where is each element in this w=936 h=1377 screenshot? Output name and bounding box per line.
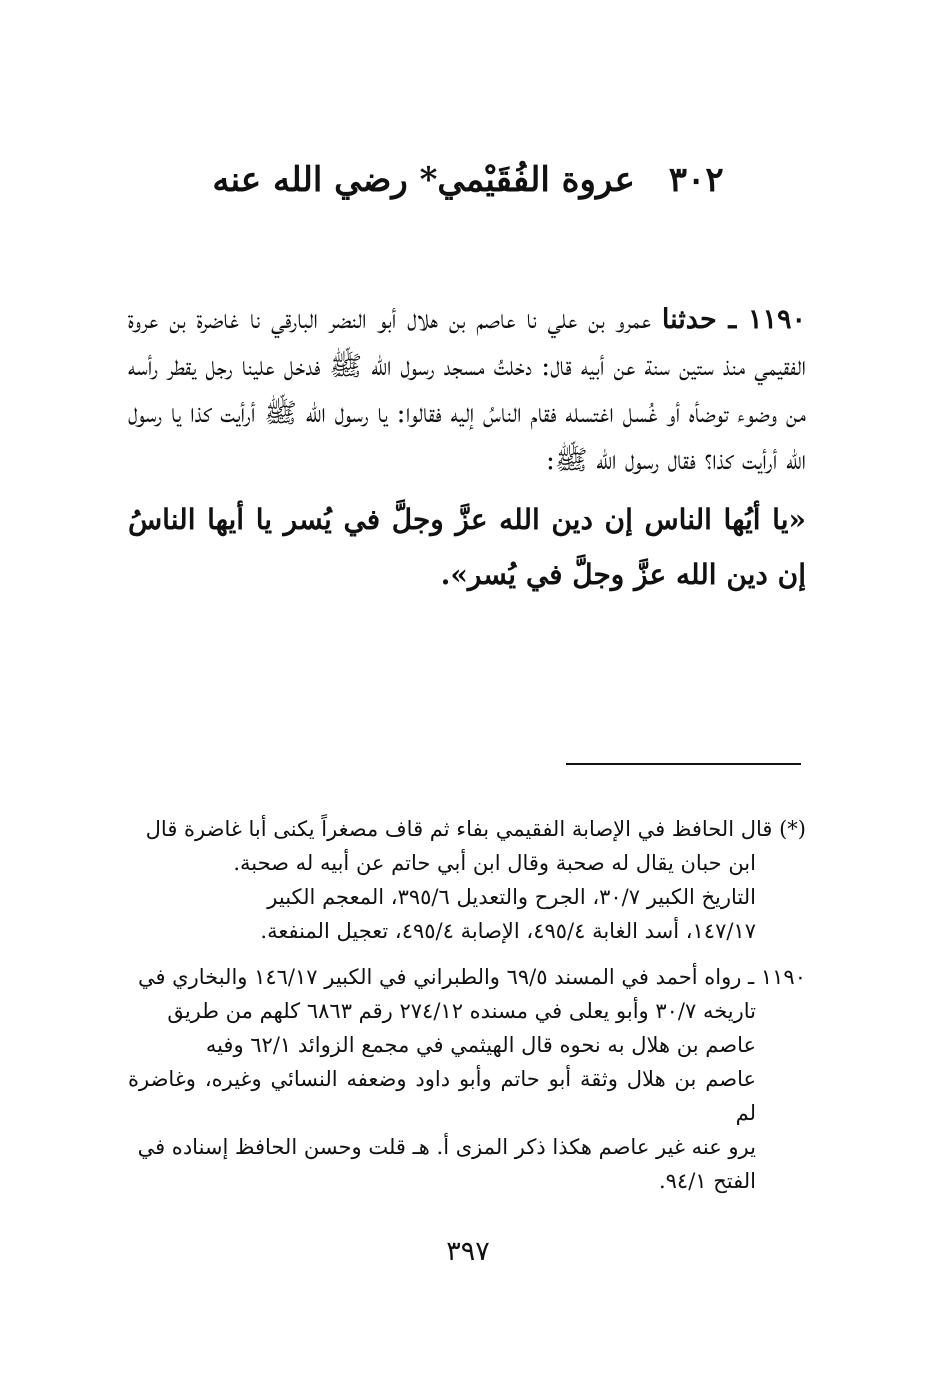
footnote-line: ابن حبان يقال له صحبة وقال ابن أبي حاتم عن أبيه له صحبة. [233,851,756,875]
hadith-line-text: عمرو بن علي نا عاصم بن هلال أبو النضر [328,304,652,335]
footnote-separator [566,763,801,765]
hadith-number-label: ١١٩٠ ـ حدثنا [661,304,806,335]
footnote-line: التاريخ الكبير ٣٠/٧، الجرح والتعديل ٣٩٥/٦، المعجم الكبير [267,885,756,909]
footnote-text: رواه أحمد في المسند ٦٩/٥ والطبراني في الكبير ١٤٦/١٧ والبخاري في [137,965,742,989]
footnote-label: ١١٩٠ ـ [748,965,806,989]
footnotes [128,812,806,1198]
hadith-line-text: كذا يا رسول الله أرأيت كذا؟ فقال رسول الله ﷺ: [128,398,806,476]
footnote-label: (*) [779,817,806,841]
saying-line: دين الله عزَّ وجلَّ في يُسر». [440,558,768,591]
prophetic-saying [128,492,806,602]
footnote-line: عاصم بن هلال به نحوه قال الهيثمي في مجمع الزوائد ٦٢/١ وفيه [205,1033,756,1057]
chapter-heading [130,150,806,210]
hadith-line-text: توضأه أو غُسل اغتسله فقام الناسُ إليه فقالوا: يا رسول الله ﷺ أرأيت [220,398,729,429]
hadith-line-text: البارقي نا غاضرة بن عروة الفقيمي منذ ستين سنة عن أبيه قال: [128,304,806,382]
footnote-line: تاريخه ٣٠/٧ وأبو يعلى في مسنده ٢٧٤/١٢ رقم ٦٨٦٣ كلهم من طريق [167,999,756,1023]
footnote-text: قال الحافظ في الإصابة الفقيمي بفاء ثم قاف مصغراً يكنى أبا غاضرة قال [145,817,773,841]
footnote-line: عاصم بن هلال وثقة أبو حاتم وأبو داود وضعفه النسائي وغيره، وغاضرة لم [128,1067,756,1125]
hadith-line-text: دخلتُ مسجد رسول الله ﷺ فدخل علينا رجل يقطر رأسه من وضوء [128,351,806,429]
saying-line: «يا أيُها الناس إن دين الله عزَّ وجلَّ في يُسر يا أيها الناسُ إن [128,503,806,591]
chapter-number: ٣٠٢ [668,160,724,200]
chapter-title: عروة الفُقَيْمي* رضي الله عنه [212,160,635,200]
footnote-line [128,812,806,846]
footnote-line [128,960,806,994]
hadith-line [128,296,806,484]
footnote-line: الفتح ٩٤/١. [658,1169,756,1193]
footnote-line: يرو عنه غير عاصم هكذا ذكر المزى أ. هـ قلت وحسن الحافظ إسناده في [137,1135,756,1159]
footnote-line: ١٤٧/١٧، أسد الغابة ٤٩٥/٤، الإصابة ٤٩٥/٤، تعجيل المنفعة. [260,919,756,943]
hadith-text [128,296,806,602]
page-number: ٣٩٧ [446,1236,490,1267]
